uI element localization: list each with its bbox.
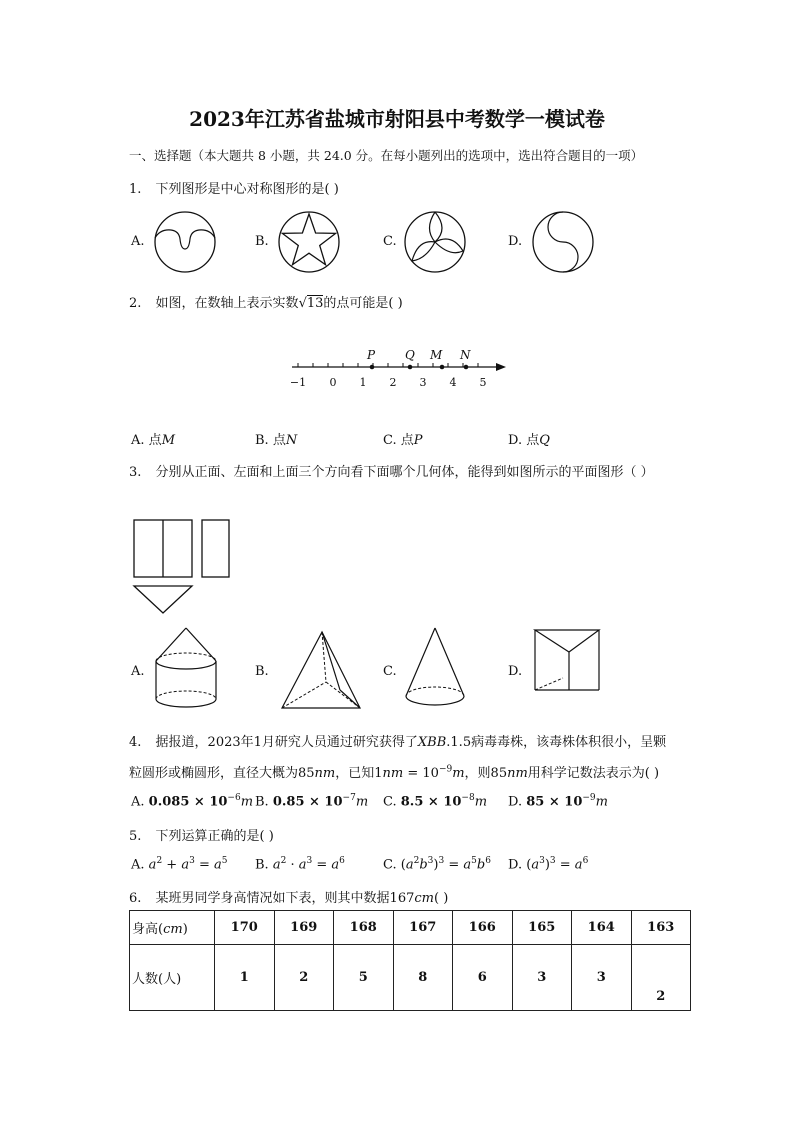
- q5-option-c: C. $(a^2b^3)^3 = a^5b^6$: [383, 856, 491, 873]
- q3-option-b-label: B.: [255, 664, 269, 679]
- table-row: [130, 911, 691, 945]
- q1-option-b-label: B.: [255, 234, 269, 249]
- q1-option-d-label: D.: [508, 234, 523, 249]
- question-number: 2.: [129, 296, 142, 311]
- q5-option-d: D. $(a^3)^3 = a^6$: [508, 856, 589, 873]
- q3-figure-c-cone: [404, 626, 466, 710]
- table-cell: 166: [453, 911, 513, 945]
- question-stem-before: 如图，在数轴上表示实数: [155, 296, 299, 311]
- question-number: 3.: [129, 465, 142, 480]
- q4-option-b: B. $0.85 \times 10^{-7}m$: [255, 793, 369, 810]
- q4-option-a: A. $0.085 \times 10^{-6}m$: [131, 793, 254, 810]
- question-number: 6.: [129, 891, 142, 906]
- point-q: [408, 365, 413, 370]
- q3-figure-b-tetrahedron: [280, 630, 364, 712]
- table-cell: 169: [274, 911, 334, 945]
- question-5: [129, 825, 274, 844]
- sqrt-sign-icon: √: [298, 296, 307, 311]
- q4-option-d: D. $85 \times 10^{-9}m$: [508, 793, 608, 810]
- question-6: 6. 某班男同学身高情况如下表，则其中数据167cm( ): [129, 891, 449, 906]
- table-cell: 3: [512, 945, 572, 1011]
- question-2: [129, 292, 403, 311]
- table-cell: 170: [215, 911, 275, 945]
- question-stem: 下列图形是中心对称图形的是( ): [155, 182, 339, 197]
- q1-figure-d-yin-yang-curve: [532, 211, 594, 273]
- question-3: [129, 461, 654, 480]
- section-heading: 一、选择题（本大题共 8 小题，共 24.0 分。在每小题列出的选项中，选出符合题目的一项）: [129, 148, 644, 163]
- tick-label: 0: [329, 376, 337, 389]
- q2-option-c: C. 点P: [383, 433, 423, 448]
- point-label: N: [460, 348, 471, 362]
- table-header-cell: 人数(人): [130, 945, 215, 1011]
- question-4-line-1: 4. 据报道，2023年1月研究人员通过研究获得了XBB.1.5病毒毒株，该毒株体积很小，呈颗: [129, 735, 667, 750]
- table-cell: 167: [393, 911, 453, 945]
- point-label: M: [430, 348, 443, 362]
- table-cell: 164: [572, 911, 632, 945]
- q5-option-a: A. $a^2 + a^3 = a^5$: [131, 856, 228, 873]
- question-number: 1.: [129, 182, 142, 197]
- tick-label: 2: [389, 376, 397, 389]
- table-cell: 5: [334, 945, 394, 1011]
- q1-option-c-label: C.: [383, 234, 397, 249]
- q2-option-b: B. 点N: [255, 433, 298, 448]
- q1-figure-b-star-in-circle: [278, 211, 340, 273]
- tick-label: 4: [449, 376, 457, 389]
- q3-figure-a-cone-on-cylinder: [152, 627, 220, 709]
- tick-label: 3: [419, 376, 427, 389]
- point-p: [370, 365, 375, 370]
- table-cell: 1: [215, 945, 275, 1011]
- table-cell: 2: [631, 945, 691, 1011]
- q5-option-b: B. $a^2 \cdot a^3 = a^6$: [255, 856, 345, 873]
- q2-option-a: A. 点M: [131, 433, 175, 448]
- table-cell: 165: [512, 911, 572, 945]
- table-row: [130, 945, 691, 1011]
- point-n: [464, 365, 469, 370]
- question-1: [129, 178, 339, 197]
- table-cell: 6: [453, 945, 513, 1011]
- point-label: Q: [405, 348, 415, 362]
- table-cell: 163: [631, 911, 691, 945]
- table-cell: 8: [393, 945, 453, 1011]
- q2-option-d: D. 点Q: [508, 433, 550, 448]
- q3-option-c-label: C.: [383, 664, 397, 679]
- tick-label: 1: [359, 376, 367, 389]
- q3-option-a-label: A.: [131, 664, 145, 679]
- q1-figure-c-three-petals: [404, 211, 466, 273]
- table-cell: 168: [334, 911, 394, 945]
- point-label: P: [367, 348, 376, 362]
- question-number: 5.: [129, 829, 142, 844]
- point-m: [440, 365, 445, 370]
- q1-option-a-label: A.: [131, 234, 145, 249]
- q4-option-c: C. $8.5 \times 10^{-8}m$: [383, 793, 488, 810]
- question-4-line-2: 粒圆形或椭圆形，直径大概为85nm，已知$1nm = 10^{-9}m$，则85nm用科学记数法表示为( ): [129, 764, 660, 781]
- q3-three-views-figure: [133, 519, 233, 615]
- question-stem-after: 的点可能是( ): [323, 296, 403, 311]
- question-stem: 下列运算正确的是( ): [155, 829, 274, 844]
- table-cell: 3: [572, 945, 632, 1011]
- tick-label: −1: [289, 376, 307, 389]
- question-stem: 分别从正面、左面和上面三个方向看下面哪个几何体，能得到如图所示的平面图形（ ）: [155, 465, 654, 480]
- question-number: 4.: [129, 735, 142, 750]
- page-title: 2023年江苏省盐城市射阳县中考数学一模试卷: [189, 107, 605, 131]
- q1-figure-a-circle-arcs: [154, 211, 216, 273]
- height-table: [129, 910, 691, 1011]
- radicand: 13: [306, 296, 324, 311]
- q3-option-d-label: D.: [508, 664, 523, 679]
- table-cell: 2: [274, 945, 334, 1011]
- tick-label: 5: [479, 376, 487, 389]
- q3-figure-d-triangular-prism: [533, 628, 601, 694]
- table-header-cell: 身高(cm): [130, 911, 215, 945]
- q2-number-line: [290, 345, 510, 395]
